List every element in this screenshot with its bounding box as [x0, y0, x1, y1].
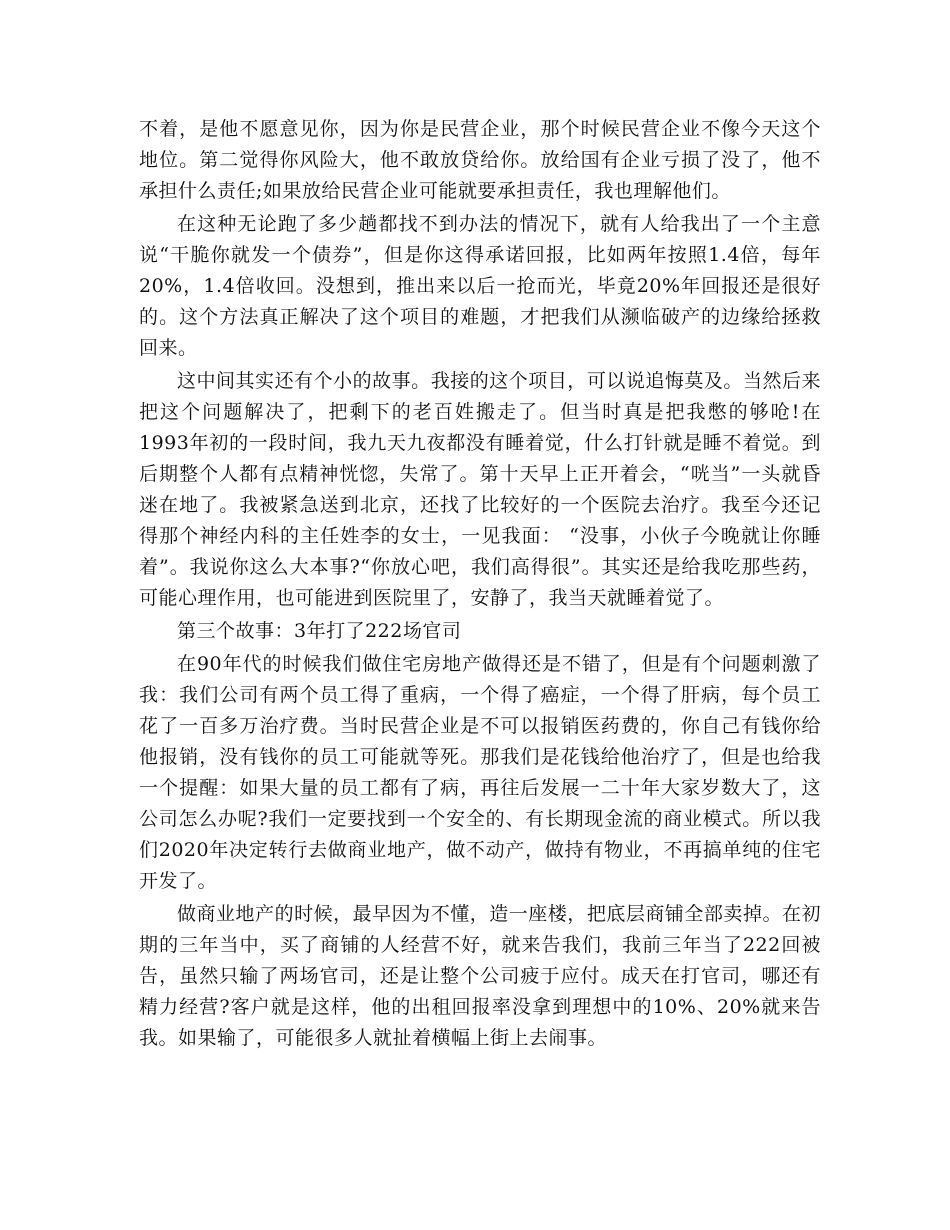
section-heading: 第三个故事：3年打了222场官司 [177, 620, 462, 642]
paragraph-3: 这中间其实还有个小的故事。我接的这个项目，可以说追悔莫及。当然后来把这个问题解决了，把剩下的老百姓搬走了。但当时真是把我憋的够呛!在1993年初的一段时间，我九天九夜都没有睡着觉，什么打针就是睡不着觉。到后期整个人都有点精神恍惚，失常了。第十天早上正开着会，“咣当”一头就昏迷在地了。我被紧急送到北京，还找了比较好的一个医院去治疗。我至今还记得那个神经内科的主任姓李的女士，一见我面： “没事，小伙子今晚就让你睡着”。我说你这么大本事?“你放心吧，我们高得很”。其实还是给我吃那些药，可能心理作用，也可能进到医院里了，安静了，我当天就睡着觉了。 [139, 370, 821, 609]
paragraph-4: 在90年代的时候我们做住宅房地产做得还是不错了，但是有个问题刺激了我：我们公司有两个员工得了重病，一个得了癌症，一个得了肝病，每个员工花了一百多万治疗费。当时民营企业是不可以报销医药费的，你自己有钱你给他报销，没有钱你的员工可能就等死。那我们是花钱给他治疗了，但是也给我一个提醒：如果大量的员工都有了病，再往后发展一二十年大家岁数大了，这公司怎么办呢?我们一定要找到一个安全的、有长期现金流的商业模式。所以我们2020年决定转行去做商业地产，做不动产，做持有物业，不再搞单纯的住宅开发了。 [139, 653, 821, 892]
paragraph-2: 在这种无论跑了多少趟都找不到办法的情况下，就有人给我出了一个主意说“干脆你就发一个债券”，但是你这得承诺回报，比如两年按照1.4倍，每年20%，1.4倍收回。没想到，推出来以后一抢而光，毕竟20%年回报还是很好的。这个方法真正解决了这个项目的难题，才把我们从濒临破产的边缘给拯救回来。 [139, 213, 821, 359]
paragraph-5: 做商业地产的时候，最早因为不懂，造一座楼，把底层商铺全部卖掉。在初期的三年当中，买了商铺的人经营不好，就来告我们，我前三年当了222回被告，虽然只输了两场官司，还是让整个公司疲于应付。成天在打官司，哪还有精力经营?客户就是这样，他的出租回报率没拿到理想中的10%、20%就来告我。如果输了，可能很多人就扯着横幅上街上去闹事。 [139, 903, 821, 1049]
paragraph-1: 不着，是他不愿意见你，因为你是民营企业，那个时候民营企业不像今天这个地位。第二觉得你风险大，他不敢放贷给你。放给国有企业亏损了没了，他不承担什么责任;如果放给民营企业可能就要承担责任，我也理解他们。 [139, 118, 821, 202]
document-body [139, 114, 821, 1056]
